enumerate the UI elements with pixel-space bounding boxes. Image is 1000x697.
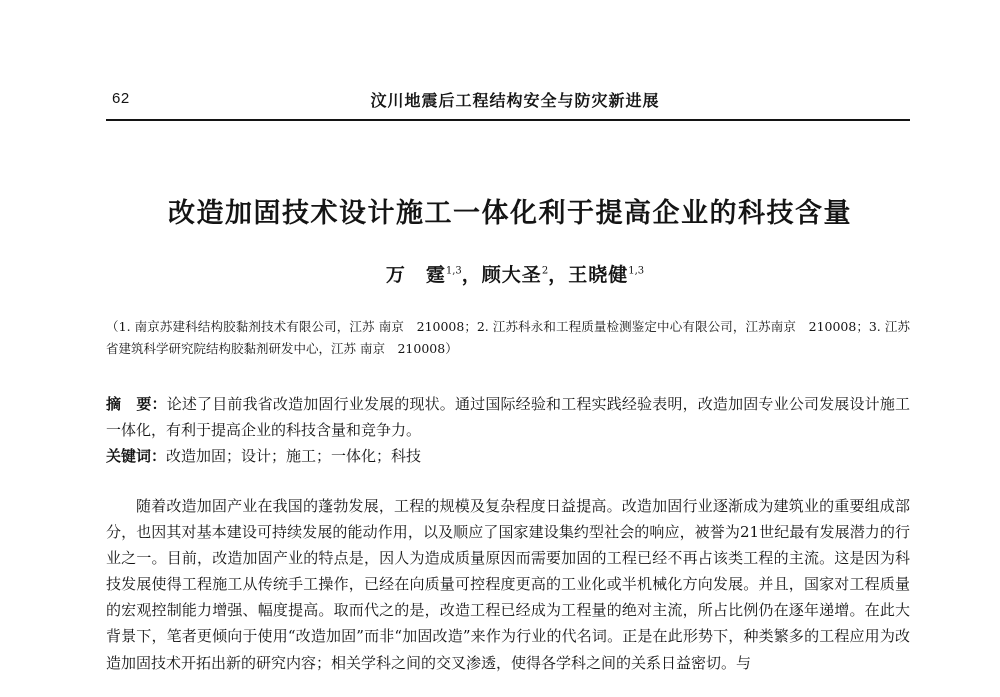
abstract <box>106 391 910 443</box>
author-affiliation-mark: 1,3 <box>445 265 462 277</box>
author-name: 万 霆 <box>385 264 446 286</box>
running-title: 汶川地震后工程结构安全与防灾新进展 <box>370 91 660 110</box>
author-name: 顾大圣 <box>481 264 542 286</box>
page-number: 62 <box>112 90 130 107</box>
author-affiliation-mark: 2 <box>541 265 549 277</box>
author-name: 王晓健 <box>568 264 629 286</box>
author-separator: ， <box>461 264 482 286</box>
author-list <box>300 260 730 287</box>
header-rule <box>106 119 910 121</box>
author-affiliation-mark: 1,3 <box>628 265 645 277</box>
keywords-label: 关键词： <box>106 447 167 465</box>
author-separator: ， <box>548 264 569 286</box>
abstract-text: 论述了目前我省改造加固行业发展的现状。通过国际经验和工程实践经验表明，改造加固专业公司发展设计施工一体化，有利于提高企业的科技含量和竞争力。 <box>106 395 910 439</box>
affiliations: （1. 南京苏建科结构胶黏剂技术有限公司，江苏 南京 210008；2. 江苏科永和工程质量检测鉴定中心有限公司，江苏南京 210008；3. 江苏省建筑科学研究院结构胶黏剂研发中心，江苏 南京 210008） <box>106 319 910 356</box>
article-title: 改造加固技术设计施工一体化利于提高企业的科技含量 <box>168 198 852 229</box>
keywords-text: 改造加固；设计；施工；一体化；科技 <box>166 447 422 465</box>
keywords <box>106 443 910 469</box>
abstract-label: 摘 要： <box>106 395 167 413</box>
body-paragraph: 随着改造加固产业在我国的蓬勃发展，工程的规模及复杂程度日益提高。改造加固行业逐渐成为建筑业的重要组成部分，也因其对基本建设可持续发展的能动作用，以及顺应了国家建设集约型社会的响应，被誉为21世纪最有发展潜力的行业之一。目前，改造加固产业的特点是，因人为造成质量原因而需要加固的工程已经不再占该类工程的主流。这是因为科技发展使得工程施工从传统手工操作，已经在向质量可控程度更高的工业化或半机械化方向发展。并且，国家对工程质量的宏观控制能力增强、幅度提高。取而代之的是，改造工程已经成为工程量的绝对主流，所占比例仍在逐年递增。在此大背景下，笔者更倾向于使用“改造加固”而非“加固改造”来作为行业的代名词。正是在此形势下，种类繁多的工程应用为改造加固技术开拓出新的研究内容；相关学科之间的交叉渗透，使得各学科之间的关系日益密切。与 <box>106 497 910 672</box>
